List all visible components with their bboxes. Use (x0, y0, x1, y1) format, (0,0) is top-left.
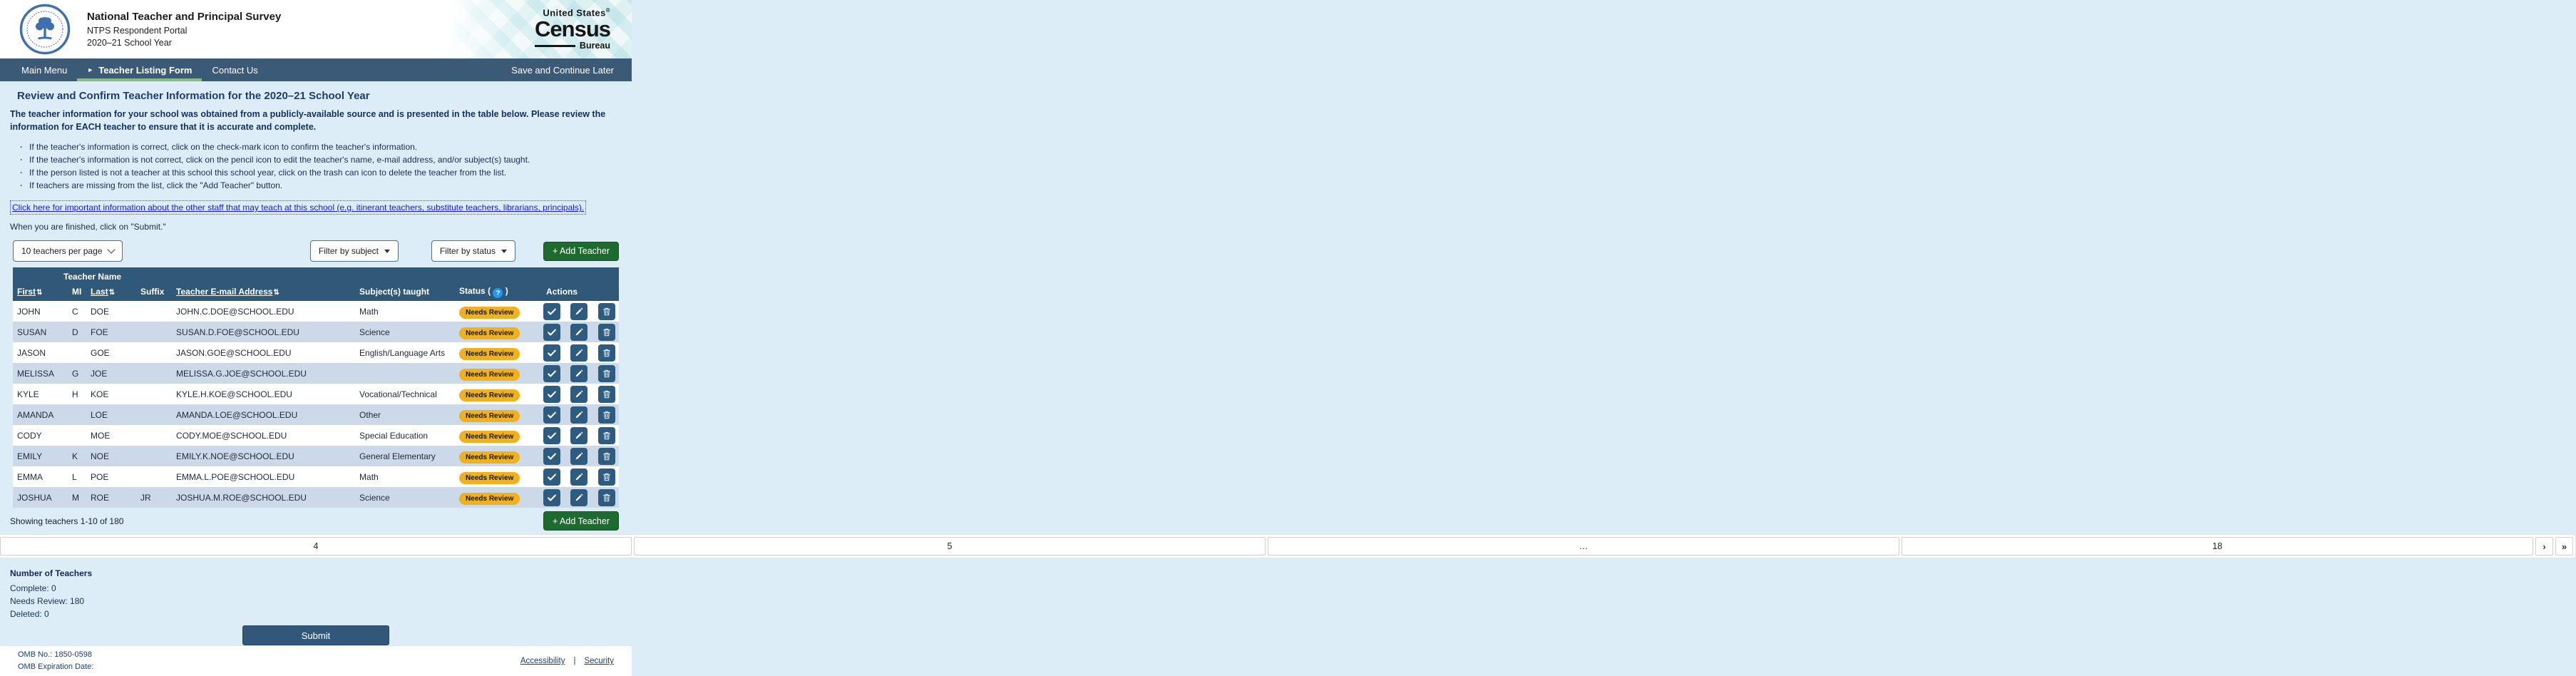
pagination (0, 534, 2576, 558)
pagination-ellipsis[interactable]: … (1268, 537, 1899, 555)
teacher-middle-initial: G (68, 363, 86, 384)
col-header-first[interactable]: First⇅ (13, 282, 68, 301)
pencil-icon (575, 451, 584, 461)
teacher-subject: Math (355, 301, 455, 322)
trash-can-icon (602, 410, 612, 420)
teacher-email: EMILY.K.NOE@SCHOOL.EDU (172, 446, 355, 466)
confirm-teacher-button[interactable] (543, 386, 560, 403)
main-nav (0, 58, 632, 81)
table-summary-row (10, 511, 619, 531)
teacher-middle-initial: C (68, 301, 86, 322)
edit-teacher-button[interactable] (570, 427, 587, 444)
check-mark-icon (547, 451, 557, 461)
teacher-first-name: JOHN (13, 301, 68, 322)
confirm-teacher-button[interactable] (543, 303, 560, 320)
teacher-status-cell (455, 301, 542, 322)
teacher-subject: General Elementary (355, 446, 455, 466)
check-mark-icon (547, 389, 557, 399)
totals-deleted: Deleted: 0 (10, 609, 49, 620)
teacher-actions-cell (542, 301, 619, 322)
teacher-status-cell (455, 363, 542, 384)
teacher-last-name: KOE (86, 384, 136, 404)
footer-links (520, 657, 614, 665)
teacher-table-body (13, 301, 619, 508)
nav-teacher-listing-form[interactable] (77, 58, 202, 81)
teacher-last-name: ROE (86, 487, 136, 508)
teacher-actions-cell (542, 404, 619, 425)
teacher-first-name: JASON (13, 342, 68, 363)
teacher-middle-initial (68, 425, 86, 446)
pencil-icon (575, 431, 584, 440)
teacher-actions-cell (542, 363, 619, 384)
teacher-middle-initial (68, 342, 86, 363)
status-badge: Needs Review (459, 410, 520, 422)
teacher-actions-cell (542, 446, 619, 466)
totals-heading: Number of Teachers (10, 568, 93, 579)
teacher-subject: Science (355, 322, 455, 342)
pencil-icon (575, 369, 584, 378)
teacher-row (13, 446, 619, 466)
omb-number: OMB No.: 1850-0598 (18, 650, 92, 659)
confirm-teacher-button[interactable] (543, 427, 560, 444)
pencil-icon (575, 410, 584, 419)
filter-subject-label: Filter by subject (318, 246, 379, 257)
delete-teacher-button[interactable] (598, 303, 615, 320)
teacher-middle-initial: K (68, 446, 86, 466)
status-badge: Needs Review (459, 451, 520, 464)
col-header-status: Status ( ? ) (455, 282, 542, 301)
confirm-teacher-button[interactable] (543, 448, 560, 465)
omb-expiration: OMB Expiration Date: (18, 662, 94, 672)
teacher-suffix (136, 466, 172, 487)
trash-can-icon (602, 472, 612, 482)
pencil-icon (575, 389, 584, 399)
edit-teacher-button[interactable] (570, 448, 587, 465)
filter-by-subject-dropdown[interactable] (310, 240, 399, 262)
app-title: National Teacher and Principal Survey (87, 11, 282, 23)
teacher-name-group-header: Teacher Name (13, 267, 172, 282)
teacher-first-name: EMILY (13, 446, 68, 466)
check-mark-icon (547, 493, 557, 503)
pencil-icon (575, 472, 584, 481)
col-header-last[interactable]: Last⇅ (86, 282, 136, 301)
teacher-table (13, 267, 619, 508)
teacher-actions-cell (542, 322, 619, 342)
teacher-status-cell (455, 466, 542, 487)
edit-teacher-button[interactable] (570, 468, 587, 486)
trash-can-icon (602, 307, 612, 317)
pencil-icon (575, 327, 584, 337)
teacher-actions-cell (542, 342, 619, 363)
trash-can-icon (602, 431, 612, 441)
teacher-subject: Vocational/Technical (355, 384, 455, 404)
pencil-icon (575, 307, 584, 316)
teacher-suffix (136, 404, 172, 425)
teacher-suffix (136, 363, 172, 384)
delete-teacher-button[interactable] (598, 448, 615, 465)
app-subtitle: NTPS Respondent Portal (87, 26, 188, 36)
check-mark-icon (547, 410, 557, 420)
teacher-row (13, 425, 619, 446)
per-page-label: 10 teachers per page (21, 246, 103, 257)
instruction-edit: · If the teacher's information is not correct, click on the pencil icon to edit the teacher's name, e-mail address, and/or subject(s) taught. (20, 153, 632, 166)
teacher-status-cell (455, 425, 542, 446)
trash-can-icon (602, 451, 612, 461)
school-year-label: 2020–21 School Year (87, 38, 172, 48)
teacher-email: JOSHUA.M.ROE@SCHOOL.EDU (172, 487, 355, 508)
showing-count: Showing teachers 1-10 of 180 (10, 516, 124, 526)
check-mark-icon (547, 369, 557, 379)
teacher-suffix (136, 425, 172, 446)
trash-can-icon (602, 327, 612, 337)
delete-teacher-button[interactable] (598, 365, 615, 382)
teacher-last-name: FOE (86, 322, 136, 342)
confirm-teacher-button[interactable] (543, 324, 560, 341)
status-badge: Needs Review (459, 369, 520, 381)
col-header-mi: MI (68, 282, 86, 301)
teacher-row (13, 384, 619, 404)
teacher-email: SUSAN.D.FOE@SCHOOL.EDU (172, 322, 355, 342)
teacher-status-cell (455, 446, 542, 466)
confirm-teacher-button[interactable] (543, 406, 560, 424)
check-mark-icon (547, 431, 557, 441)
instruction-add: · If teachers are missing from the list, click the "Add Teacher" button. (20, 179, 632, 192)
teacher-suffix (136, 342, 172, 363)
trash-can-icon (602, 369, 612, 379)
filter-status-label: Filter by status (439, 246, 496, 257)
teacher-actions-cell (542, 384, 619, 404)
status-badge: Needs Review (459, 472, 520, 484)
teacher-subject: English/Language Arts (355, 342, 455, 363)
pagination-next-button[interactable]: › (2535, 537, 2553, 555)
chevron-down-icon (108, 246, 116, 254)
teacher-actions-cell (542, 466, 619, 487)
census-logo-bureau-row: Bureau (535, 41, 610, 51)
totals-needs-review: Needs Review: 180 (10, 596, 85, 607)
omb-block (18, 649, 93, 674)
delete-teacher-button[interactable] (598, 406, 615, 424)
edit-teacher-button[interactable] (570, 386, 587, 403)
status-badge: Needs Review (459, 307, 520, 319)
sort-icon: ⇅ (108, 289, 116, 297)
edit-teacher-button[interactable] (570, 406, 587, 424)
teacher-middle-initial (68, 404, 86, 425)
add-teacher-button-top[interactable]: + Add Teacher (543, 242, 619, 261)
teacher-suffix (136, 384, 172, 404)
teacher-first-name: MELISSA (13, 363, 68, 384)
teacher-last-name: POE (86, 466, 136, 487)
teacher-subject: Science (355, 487, 455, 508)
sort-icon: ⇅ (36, 289, 43, 297)
teacher-email: AMANDA.LOE@SCHOOL.EDU (172, 404, 355, 425)
confirm-teacher-button[interactable] (543, 365, 560, 382)
pagination-page-18[interactable]: 18 (1902, 537, 2533, 555)
edit-teacher-button[interactable] (570, 365, 587, 382)
edit-teacher-button[interactable] (570, 324, 587, 341)
page-title: Review and Confirm Teacher Information for the 2020–21 School Year (17, 90, 370, 102)
pagination-wrap (0, 534, 2567, 558)
main-content (0, 81, 2567, 645)
trash-can-icon (602, 493, 612, 503)
check-mark-icon (547, 327, 557, 337)
teacher-last-name: JOE (86, 363, 136, 384)
totals-complete: Complete: 0 (10, 583, 56, 594)
pagination-page-4[interactable]: 4 (0, 537, 632, 555)
teacher-middle-initial: M (68, 487, 86, 508)
filter-by-status-dropdown[interactable] (431, 240, 515, 262)
finish-note: When you are finished, click on "Submit." (10, 222, 166, 232)
col-header-suffix: Suffix (136, 282, 172, 301)
delete-teacher-button[interactable] (598, 427, 615, 444)
status-badge: Needs Review (459, 493, 520, 505)
delete-teacher-button[interactable] (598, 344, 615, 362)
caret-down-icon (384, 250, 390, 253)
confirm-teacher-button[interactable] (543, 344, 560, 362)
delete-teacher-button[interactable] (598, 324, 615, 341)
teacher-status-cell (455, 404, 542, 425)
department-of-education-seal-logo (19, 4, 71, 55)
teacher-row (13, 301, 619, 322)
add-teacher-button-bottom[interactable]: + Add Teacher (543, 511, 619, 531)
teacher-status-cell (455, 384, 542, 404)
security-link[interactable]: Security (584, 657, 614, 666)
nav-main-menu[interactable]: Main Menu (21, 64, 68, 76)
teacher-row (13, 487, 619, 508)
submit-button[interactable]: Submit (242, 625, 389, 645)
save-and-continue-later-link[interactable]: Save and Continue Later (511, 64, 614, 76)
status-badge: Needs Review (459, 431, 520, 443)
table-header-spacer (172, 267, 619, 282)
status-badge: Needs Review (459, 389, 520, 401)
page-footer (0, 645, 632, 676)
teacher-first-name: JOSHUA (13, 487, 68, 508)
instruction-confirm: · If the teacher's information is correct, click on the check-mark icon to confirm the teacher's information. (20, 140, 632, 153)
teacher-email: JOHN.C.DOE@SCHOOL.EDU (172, 301, 355, 322)
edit-teacher-button[interactable] (570, 344, 587, 362)
teacher-middle-initial: D (68, 322, 86, 342)
teacher-status-cell (455, 487, 542, 508)
teacher-first-name: EMMA (13, 466, 68, 487)
trash-can-icon (602, 389, 612, 399)
seal-icon (19, 4, 71, 55)
edit-teacher-button[interactable] (570, 489, 587, 506)
census-bureau-logo (535, 8, 610, 51)
app-header (0, 0, 632, 58)
teacher-status-cell (455, 322, 542, 342)
accessibility-link[interactable]: Accessibility (520, 657, 565, 666)
intro-text: The teacher information for your school was obtained from a publicly-available source and is presented in the table below. Please review the information for EACH teacher to ensure that it is accurate and complete. (10, 109, 606, 133)
teacher-first-name: CODY (13, 425, 68, 446)
teacher-row (13, 404, 619, 425)
nav-teacher-listing-label: Teacher Listing Form (98, 64, 193, 76)
status-help-icon[interactable]: ? (493, 288, 503, 298)
header-title-block (87, 11, 281, 48)
teacher-row (13, 322, 619, 342)
teacher-suffix: JR (136, 487, 172, 508)
teacher-email: CODY.MOE@SCHOOL.EDU (172, 425, 355, 446)
teacher-status-cell (455, 342, 542, 363)
census-pattern-panel (445, 0, 632, 58)
teacher-row (13, 342, 619, 363)
teacher-email: MELISSA.G.JOE@SCHOOL.EDU (172, 363, 355, 384)
teacher-suffix (136, 301, 172, 322)
teacher-subject (355, 363, 455, 384)
teacher-totals (10, 567, 622, 620)
delete-teacher-button[interactable] (598, 468, 615, 486)
teacher-first-name: SUSAN (13, 322, 68, 342)
teacher-suffix (136, 446, 172, 466)
teacher-last-name: MOE (86, 425, 136, 446)
delete-teacher-button[interactable] (598, 489, 615, 506)
check-mark-icon (547, 348, 557, 358)
census-logo-name: Census (535, 16, 610, 42)
check-mark-icon (547, 472, 557, 482)
census-logo-bar (535, 45, 575, 48)
caret-down-icon (501, 250, 507, 253)
teacher-first-name: AMANDA (13, 404, 68, 425)
teacher-last-name: NOE (86, 446, 136, 466)
filter-controls (310, 240, 619, 262)
submit-row (0, 625, 632, 645)
teacher-last-name: DOE (86, 301, 136, 322)
teacher-email: KYLE.H.KOE@SCHOOL.EDU (172, 384, 355, 404)
pencil-icon (575, 348, 584, 357)
footer-separator: | (573, 657, 576, 666)
instruction-delete: · If the person listed is not a teacher at this school this school year, click on the trash can icon to delete the teacher from the list. (20, 166, 632, 179)
teacher-suffix (136, 322, 172, 342)
col-header-subject: Subject(s) taught (355, 282, 455, 301)
teacher-first-name: KYLE (13, 384, 68, 404)
trash-can-icon (602, 348, 612, 358)
instructions-list (20, 140, 632, 192)
pencil-icon (575, 493, 584, 502)
census-logo-top: United States® (543, 7, 610, 19)
sort-icon: ⇅ (273, 289, 279, 297)
active-tab-marker-icon: ► (87, 66, 94, 73)
pagination-page-5[interactable]: 5 (634, 537, 1266, 555)
check-mark-icon (547, 307, 557, 317)
teacher-email: JASON.GOE@SCHOOL.EDU (172, 342, 355, 363)
teacher-subject: Other (355, 404, 455, 425)
teacher-middle-initial: L (68, 466, 86, 487)
pagination-last-button[interactable]: » (2555, 537, 2573, 555)
pagination-pages (0, 537, 2533, 555)
edit-teacher-button[interactable] (570, 303, 587, 320)
teacher-actions-cell (542, 425, 619, 446)
confirm-teacher-button[interactable] (543, 489, 560, 506)
status-badge: Needs Review (459, 327, 520, 339)
status-badge: Needs Review (459, 348, 520, 360)
teacher-subject: Math (355, 466, 455, 487)
teacher-actions-cell (542, 487, 619, 508)
col-header-email[interactable]: Teacher E-mail Address⇅ (172, 282, 355, 301)
per-page-select[interactable] (13, 240, 123, 262)
teacher-last-name: GOE (86, 342, 136, 363)
table-controls (13, 240, 619, 262)
teacher-email: EMMA.L.POE@SCHOOL.EDU (172, 466, 355, 487)
col-header-actions: Actions (542, 282, 619, 301)
nav-contact-us[interactable]: Contact Us (212, 64, 258, 76)
teacher-middle-initial: H (68, 384, 86, 404)
delete-teacher-button[interactable] (598, 386, 615, 403)
teacher-row (13, 466, 619, 487)
other-staff-info-link[interactable]: Click here for important information about the other staff that may teach at this school (e.g. itinerant teachers, substitute teachers, librarians, principals). (10, 200, 586, 215)
confirm-teacher-button[interactable] (543, 468, 560, 486)
teacher-row (13, 363, 619, 384)
teacher-subject: Special Education (355, 425, 455, 446)
teacher-last-name: LOE (86, 404, 136, 425)
